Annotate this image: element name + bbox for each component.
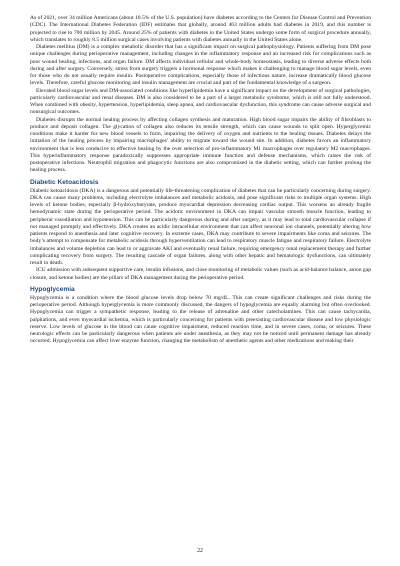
intro-paragraph-2: Diabetes mellitus (DM) is a complex metabolic disorder that has a significant impact on surgical pathophysiology. Patients suffering from DM pose unique challenges during perioperative management, including changes in the inflammatory response and an increased risk for complications such as poor wound healing, infections, and organ failure. DM affects individual cellular and whole-body homeostasis, leading to diverse adverse effects both during and after surgery. Conversely, stress from surgery triggers a hormonal response which makes it challenging to manage blood sugar levels, even for those who do not usually require insulin. Postoperative complications, especially those of infectious nature, increase dramatically blood glucose levels. Therefore, careful glucose monitoring and insulin management are crucial and part of the fundamental knowledge of a surgeon. <box>30 44 371 87</box>
dka-paragraph-2: ICU admission with subsequent supportive care, insulin infusions, and close monitoring of metabolic values (such as acid-balance balance, anion gap closure, and ketone bodies) are the pillars of DKA management during the perioperative period. <box>30 267 371 281</box>
intro-paragraph-1: As of 2021, over 34 million Americans (about 10.5% of the U.S. population) have diabetes according to the Centers for Disease Control and Prevention (CDC). The International Diabetes Federation (IDF) estimates that globally, around 463 million adults had diabetes in 2019, and this number is projected to rise to 700 million by 2045. Around 25% of patients with diabetes in the United States undergo some form of surgical procedure annually, which translates to roughly 8.5 million surgical cases involving patients with diabetes annually in the United States alone. <box>30 15 371 43</box>
dka-paragraph-1: Diabetic ketoacidosis (DKA) is a dangerous and potentially life-threatening complication of diabetes that can be particularly concerning during surgery. DKA can cause many problems, including electrolyte imbalances and metabolic acidosis, and pose significant risks to multiple organ systems. High levels of ketone bodies, especially β-hydroxybutyrate, produce myocardial depression decreasing cardiac output. This worsens an already fragile hemodynamic state during the perioperative period. The acidotic environment in DKA can impair vascular smooth muscle function, leading to peripheral vasodilation and hypotension. This can be particularly dangerous during and after surgery, as it may lead to total cardiovascular collapse if not managed promptly and effectively. DKA creates an acidic intracellular environment that can affect neuronal ion channels, potentially altering how patients respond to anesthesia and later cognitive recovery. In extreme cases, DKA may contribute to severe impairments like coma and seizures. The body’s attempt to compensate for metabolic acidosis through hyperventilation can lead to respiratory muscle fatigue and respiratory failure. Electrolyte imbalances and volume depletion can lead to or aggravate AKI and eventually renal failure, requiring emergency renal replacement therapy and further complicating recovery from surgery. The resulting cascade of organ failures, along with other hepatic and hematologic dysfunctions, can ultimately result in death. <box>30 187 371 266</box>
page-number: 22 <box>197 548 203 554</box>
section-heading-dka: Diabetic Ketoacidosis <box>30 178 99 186</box>
hypoglycemia-paragraph-1: Hypoglycemia is a condition where the blood glucose levels drop below 70 mg/dL. This can create significant challenges and risks during the perioperative period. Although hyperglycemia is more commonly discussed, the dangers of hypoglycemia are equally alarming but often overlooked. Hypoglycemia can trigger a sympathetic response, leading to the release of adrenaline and other catecholamines. This can cause tachycardia, palpitations, and even myocardial ischemia, which is particularly concerning for patients with preexisting cardiovascular disease and low physiologic reserve. Low levels of glucose in the blood can cause cognitive impairment, reduced reaction time, and in severe cases, coma, or seizures. These neurologic effects can be particularly dangerous when patients are under anesthesia, as they may not be noticed until permanent damage has already occurred. Hypoglycemia can affect liver enzyme function, changing the metabolism of anesthetic agents and other medications and making their <box>30 294 371 345</box>
intro-paragraph-3: Elevated blood sugar levels and DM-associated conditions like hyperlipidemia have a significant impact on the development of surgical pathologies, particularly cardiovascular and renal diseases. DM is also considered to be a part of a larger metabolic syndrome, which is still not fully understood. When combined with obesity, hypertension, hyperlipidemia, sleep apnea, and cardiovascular dysfunction, this syndrome can cause adverse surgical and nonsurgical outcomes. <box>30 87 371 116</box>
section-heading-hypoglycemia: Hypoglycemia <box>30 285 75 293</box>
intro-paragraph-4: Diabetes disrupts the normal healing process by affecting collagen synthesis and maturation. High blood sugar impairs the ability of fibroblasts to produce and deposit collagen. The glycation of collagen also reduces its tensile strength, which can cause wounds to split open. Hyperglycemic conditions make it harder for new blood vessels to form, impairing the delivery of oxygen and nutrients to the healing tissues. Diabetes delays the initiation of the healing process by impairing macrophages’ ability to migrate toward the wound site. In addition, diabetes favors an inflammatory environment that is less conducive to effective healing by the over selection of pro-inflammatory M1 macrophages over regulatory M2 macrophages. This hyperinflammatory response paradoxically suppresses appropriate immune function and defense mechanisms, which raises the risk of postoperative infections. Neutrophil migration and phagocytic functions are also compromised in the diabetic setting, which can further prolong the healing process. <box>30 116 371 174</box>
